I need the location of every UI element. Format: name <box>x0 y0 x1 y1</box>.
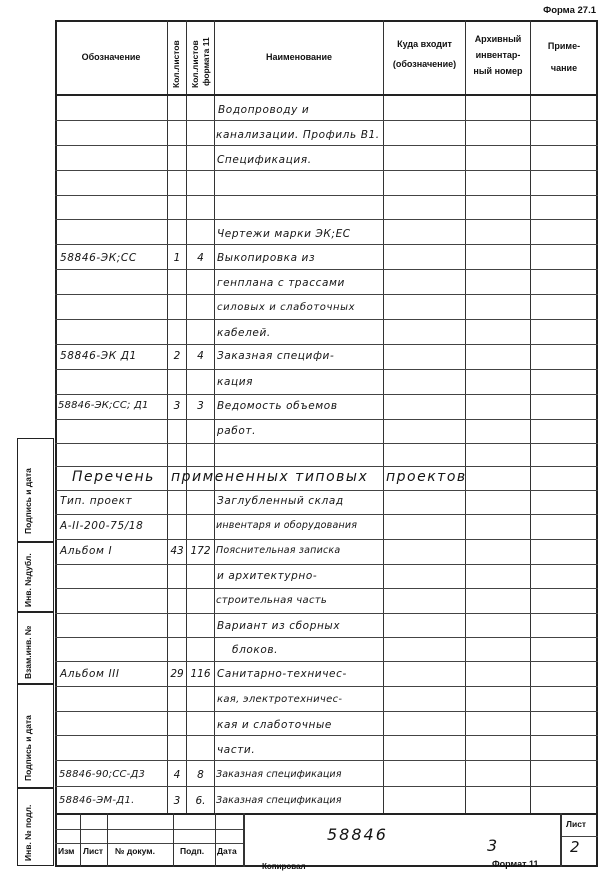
row-f11: 3 <box>197 400 204 412</box>
side-label-sign-date-top: Подпись и дата <box>23 468 33 534</box>
row-name: Санитарно-техничес- <box>217 668 347 680</box>
col-divider <box>214 20 215 813</box>
col-divider <box>186 20 187 813</box>
row-line <box>55 466 598 467</box>
row-designation: 58846-ЭК;СС; Д1 <box>58 400 149 411</box>
row-f11: 8 <box>197 769 204 781</box>
row-line <box>55 269 598 270</box>
row-name: Спецификация. <box>217 154 312 166</box>
row-f11: 116 <box>190 668 211 680</box>
row-line <box>55 514 598 515</box>
col-divider <box>167 20 168 813</box>
title-sheet-number: 2 <box>570 838 581 856</box>
side-label-inv-dupl: Инв. №дубл. <box>23 553 33 607</box>
row-name: Пояснительная записка <box>216 545 341 556</box>
row-name: Вариант из сборных <box>217 620 341 632</box>
header-sheet-count: Кол.листов <box>171 40 181 88</box>
row-name: Водопроводу и <box>218 104 310 116</box>
row-designation: А-II-200-75/18 <box>60 520 144 532</box>
row-line <box>55 170 598 171</box>
header-archive-line1: Архивный <box>474 34 522 44</box>
side-label-inv-orig: Инв. № подл. <box>23 804 33 861</box>
row-name: Выкопировка из <box>217 252 316 264</box>
row-line <box>55 735 598 736</box>
row-name: строительная часть <box>216 595 328 606</box>
title-col <box>80 813 81 867</box>
header-format11-line1: Кол.листов <box>190 40 200 88</box>
row-f11: 172 <box>190 545 211 557</box>
row-line <box>55 613 598 614</box>
header-designation: Обозначение <box>81 52 141 62</box>
title-handwritten-page: 3 <box>487 836 498 855</box>
header-note <box>532 40 596 74</box>
row-line <box>55 490 598 491</box>
title-col <box>107 813 108 867</box>
row-line <box>55 443 598 444</box>
header-divider <box>55 94 598 96</box>
row-line <box>55 637 598 638</box>
title-block-row <box>560 836 598 837</box>
header-note-line2: чание <box>550 63 578 73</box>
row-name: Заглубленный склад <box>217 495 344 507</box>
header-used-in-line1: Куда входит <box>397 39 452 49</box>
row-line <box>55 686 598 687</box>
header-used-in-line2: (обозначение) <box>392 59 457 69</box>
row-name: кация <box>217 376 254 388</box>
side-label-sign-date-bottom: Подпись и дата <box>23 715 33 781</box>
title-checked-by: Копировал <box>262 862 306 871</box>
title-format: Формат 11 <box>492 859 539 869</box>
row-designation: Альбом I <box>60 545 113 557</box>
side-box-inv-dupl <box>17 542 54 612</box>
row-line <box>55 394 598 395</box>
side-box-instead-inv <box>17 612 54 684</box>
row-designation: 58846-ЭМ-Д1. <box>59 795 135 806</box>
row-f11: 4 <box>197 350 204 362</box>
row-f11: 6. <box>195 795 206 807</box>
row-name: Заказная спецификация <box>216 795 342 806</box>
row-name: и архитектурно- <box>217 570 318 582</box>
section-heading-part1: Перечень <box>72 469 155 485</box>
row-name: кая и слаботочные <box>217 719 332 731</box>
row-line <box>55 219 598 220</box>
section-heading-part2: примененных типовых <box>171 469 369 485</box>
title-col <box>560 813 562 867</box>
title-col <box>173 813 174 867</box>
row-name: Чертежи марки ЭК;ЕС <box>217 228 351 240</box>
side-box-sign-date-bottom <box>17 684 54 788</box>
row-line <box>55 145 598 146</box>
row-line <box>55 661 598 662</box>
header-archive-line3: ный номер <box>473 66 523 76</box>
row-line <box>55 564 598 565</box>
header-used-in <box>385 38 464 70</box>
row-sheets: 2 <box>173 350 181 362</box>
row-name: части. <box>217 744 256 756</box>
row-name: блоков. <box>232 644 279 656</box>
row-designation: 58846-ЭК Д1 <box>60 350 137 362</box>
row-designation: Альбом III <box>60 668 120 680</box>
title-col-sheet: Лист <box>83 846 104 856</box>
side-label-instead-inv: Взам.инв. № <box>23 625 33 679</box>
row-line <box>55 319 598 320</box>
row-name: Ведомость объемов <box>217 400 338 412</box>
row-line <box>55 244 598 245</box>
row-line <box>55 369 598 370</box>
row-designation: Тип. проект <box>60 495 133 507</box>
row-name: Заказная специфи- <box>217 350 335 362</box>
row-name: генплана с трассами <box>217 277 345 289</box>
row-designation: 58846-ЭК;СС <box>60 252 137 264</box>
title-col <box>215 813 216 867</box>
row-name: Заказная спецификация <box>216 769 342 780</box>
col-divider <box>465 20 466 813</box>
row-line <box>55 195 598 196</box>
header-name: Наименование <box>265 52 333 62</box>
row-line <box>55 711 598 712</box>
row-sheets: 1 <box>173 252 181 264</box>
title-sheet-label: Лист <box>566 819 587 829</box>
header-note-line1: Приме- <box>547 41 581 51</box>
row-name: канализации. Профиль В1. <box>216 129 380 141</box>
row-name: силовых и слаботочных <box>217 302 356 313</box>
section-heading-part3: проектов <box>386 469 467 485</box>
row-name: инвентаря и оборудования <box>216 520 358 531</box>
header-archive-line2: инвентар- <box>475 50 521 60</box>
row-f11: 4 <box>197 252 204 264</box>
side-box-sign-date-top <box>17 438 54 542</box>
side-box-inv-orig <box>17 788 54 866</box>
row-line <box>55 344 598 345</box>
title-col-sign: Подп. <box>180 846 205 856</box>
header-format11: формата 11 <box>201 37 211 86</box>
row-name: работ. <box>217 425 257 437</box>
row-line <box>55 294 598 295</box>
row-line <box>55 539 598 540</box>
row-sheets: 3 <box>173 795 181 807</box>
row-designation: 58846-90;СС-Д3 <box>59 769 146 780</box>
row-line <box>55 760 598 761</box>
title-col <box>243 813 245 867</box>
row-sheets: 3 <box>173 400 181 412</box>
row-line <box>55 120 598 121</box>
title-col-doc: № докум. <box>115 846 155 856</box>
title-col-change: Изм <box>58 846 75 856</box>
header-archive <box>467 33 529 77</box>
title-col-date: Дата <box>217 846 237 856</box>
form-label: Форма 27.1 <box>543 5 596 16</box>
col-divider <box>530 20 531 813</box>
row-line <box>55 588 598 589</box>
col-divider <box>383 20 384 813</box>
title-doc-number: 58846 <box>327 825 388 844</box>
row-sheets: 29 <box>170 668 184 680</box>
row-name: кая, электротехничес- <box>217 694 343 705</box>
row-name: кабелей. <box>217 327 271 339</box>
row-line <box>55 419 598 420</box>
row-sheets: 43 <box>170 545 184 557</box>
row-sheets: 4 <box>173 769 181 781</box>
row-line <box>55 786 598 787</box>
title-block-top <box>55 813 598 815</box>
